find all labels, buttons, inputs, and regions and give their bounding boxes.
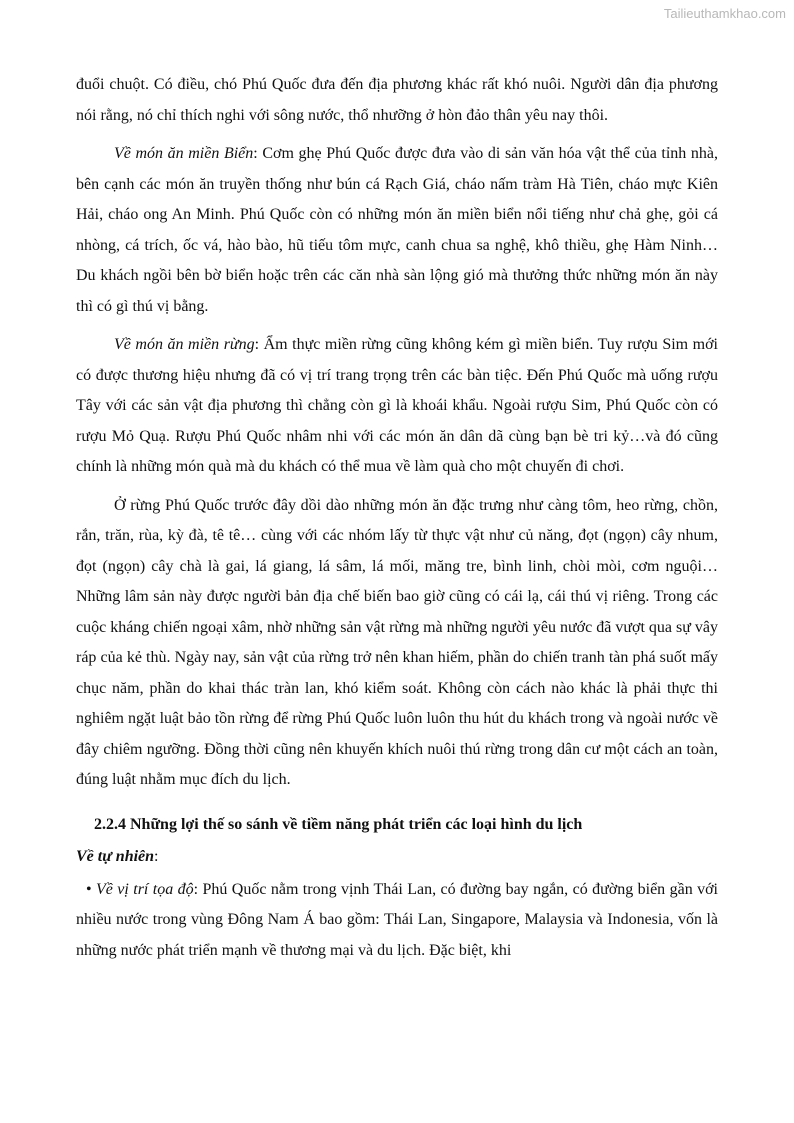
watermark: Tailieuthamkhao.com: [663, 6, 786, 21]
nature-lead: Về tự nhiên: [76, 848, 155, 865]
bullet-location: [76, 875, 718, 967]
nature-colon: :: [154, 848, 159, 865]
subheading-nature: [76, 842, 718, 873]
section-heading: 2.2.4 Những lợi thế so sánh về tiềm năng phát triển các loại hình du lịch: [94, 815, 583, 833]
paragraph-forest-products: Ở rừng Phú Quốc trước đây dồi dào những món ăn đặc trưng như càng tôm, heo rừng, chồn, rắn, trăn, rùa, kỳ đà, tê tê… cùng với các nhóm lấy từ thực vật như củ năng, đọt (ngọn) cây nhum, đọt (ngọn) cây chà là gai, lá giang, lá sâm, lá mối, măng tre, bình linh, chòi mòi, cơm nguội… Những lâm sản này được người bản địa chế biến bao giờ cũng có cái lạ, cái thú vị riêng. Trong các cuộc kháng chiến ngoại xâm, nhờ những sản vật rừng mà những người yêu nước đã vượt qua sự vây ráp của kẻ thù. Ngày nay, sản vật của rừng trở nên khan hiếm, phần do chiến tranh tàn phá suốt mấy chục năm, phần do khai thác tràn lan, khó kiểm soát. Không còn cách nào khác là phải thực thi nghiêm ngặt luật bảo tồn rừng để rừng Phú Quốc luôn luôn thu hút du khách trong và ngoài nước về đây chiêm ngưỡng. Đồng thời cũng nên khuyến khích nuôi thú rừng trong dân cư một cách an toàn, đúng luật nhằm mục đích du lịch.: [76, 496, 718, 788]
paragraph-seafood: [76, 139, 718, 322]
bullet-icon: •: [86, 880, 92, 898]
forest-lead: Về món ăn miền rừng: [114, 336, 255, 353]
paragraph-dogs: đuổi chuột. Có điều, chó Phú Quốc đưa đến địa phương khác rất khó nuôi. Người dân địa phương nói rằng, nó chỉ thích nghi với sông nước, thổ nhưỡng ở hòn đảo thân yêu nay thôi.: [76, 76, 718, 124]
forest-text: : Ẩm thực miền rừng cũng không kém gì miền biển. Tuy rượu Sim mới có được thương hiệu nhưng đã có vị trí trang trọng trên các bàn tiệc. Đến Phú Quốc mà uống rượu Tây với các sản vật địa phương thì chẳng còn gì là khoái khẩu. Ngoài rượu Sim, Phú Quốc còn có rượu Mỏ Quạ. Rượu Phú Quốc nhâm nhi với các món ăn dân dã cùng bạn bè tri kỷ…và đó cũng chính là những món quà mà du khách có thể mua về làm quà cho một chuyến đi chơi.: [76, 336, 718, 475]
location-text: : Phú Quốc nằm trong vịnh Thái Lan, có đường bay ngắn, có đường biển gần với nhiều nước trong vùng Đông Nam Á bao gồm: Thái Lan, Singapore, Malaysia và Indonesia, vốn là những nước phát triển mạnh về thương mại và du lịch. Đặc biệt, khi: [76, 880, 718, 959]
document-body: [76, 70, 718, 966]
seafood-text: : Cơm ghẹ Phú Quốc được đưa vào di sản văn hóa vật thể của tỉnh nhà, bên cạnh các món ăn truyền thống như bún cá Rạch Giá, cháo nấm tràm Hà Tiên, cháo mực Kiên Hải, cháo ong An Minh. Phú Quốc còn có những món ăn miền biển nổi tiếng như chả ghẹ, gỏi cá nhòng, cá trích, ốc vá, hào bào, hũ tiếu tôm mực, canh chua sa nghệ, khô thiều, ghẹ Hàm Ninh… Du khách ngồi bên bờ biển hoặc trên các căn nhà sàn lộng gió mà thưởng thức những món ăn này thì có gì thú vị bằng.: [76, 145, 718, 315]
paragraph-forest-food: [76, 330, 718, 483]
location-lead: Về vị trí tọa độ: [96, 880, 194, 898]
seafood-lead: Về món ăn miền Biển: [114, 145, 254, 162]
